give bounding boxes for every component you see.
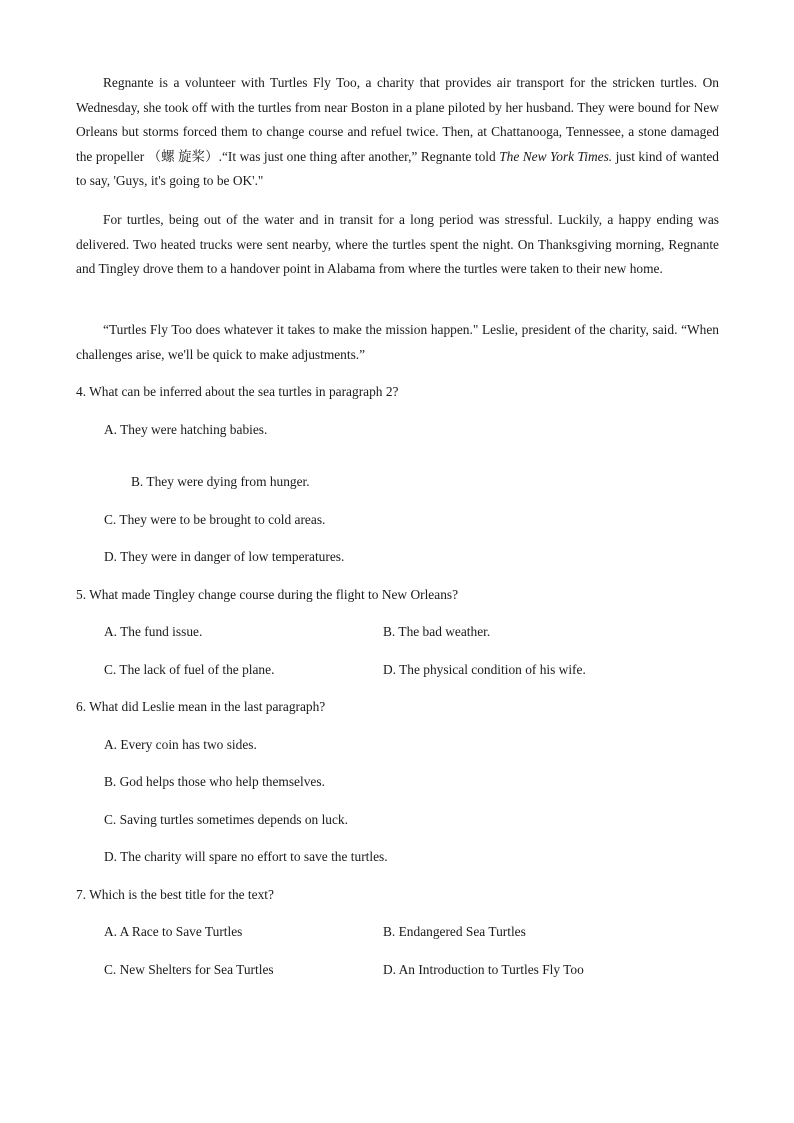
question-6-option-a[interactable]: A. Every coin has two sides. (104, 737, 257, 752)
passage-paragraph-1 (76, 71, 719, 194)
question-5-option-b[interactable]: B. The bad weather. (383, 624, 491, 639)
question-4-option-b[interactable]: B. They were dying from hunger. (131, 474, 310, 489)
paragraph-1-quote: just kind of wanted to say, 'Guys, it's going to be OK'." (76, 148, 719, 188)
question-4-stem: 4. What can be inferred about the sea turtles in paragraph 2? (76, 384, 399, 399)
question-5-stem: 5. What made Tingley change course during the flight to New Orleans? (76, 587, 459, 602)
question-4-option-c[interactable]: C. They were to be brought to cold areas. (104, 512, 326, 527)
question-5-option-d[interactable]: D. The physical condition of his wife. (383, 662, 586, 677)
passage-paragraph-2: For turtles, being out of the water and in transit for a long period was stressful. Luckily, a happy ending was delivered. Two heated trucks were sent nearby, where the turtles spent the night. On Thanksgiving morning, Regnante and Tingley drove them to a handover point in Alabama from where the turtles were taken to their new home. (76, 212, 719, 276)
question-7-option-c[interactable]: C. New Shelters for Sea Turtles (104, 962, 274, 977)
question-7-option-b[interactable]: B. Endangered Sea Turtles (383, 924, 526, 939)
question-7-option-d[interactable]: D. An Introduction to Turtles Fly Too (383, 962, 584, 977)
question-6-option-d[interactable]: D. The charity will spare no effort to save the turtles. (104, 849, 388, 864)
passage-paragraph-3: “Turtles Fly Too does whatever it takes to make the mission happen." Leslie, president of the charity, said. “When challenges arise, we'll be quick to make adjustments.” (76, 322, 719, 362)
question-6-option-b[interactable]: B. God helps those who help themselves. (104, 774, 325, 789)
question-6-option-c[interactable]: C. Saving turtles sometimes depends on luck. (104, 812, 348, 827)
question-7-stem: 7. Which is the best title for the text? (76, 887, 274, 902)
newspaper-title: The New York Times. (499, 148, 613, 164)
question-4-option-a[interactable]: A. They were hatching babies. (104, 422, 268, 437)
question-5-option-c[interactable]: C. The lack of fuel of the plane. (104, 662, 275, 677)
paragraph-1-text: Regnante is a volunteer with Turtles Fly Too, a charity that provides air transport for the stricken turtles. On Wednesday, she took off with the turtles from near Boston in a plane piloted by her husband. They were bound for New Orleans but storms forced them to change course and refuel twice. Then, at Chattanooga, Tennessee, a stone damaged the propeller （螺 旋桨）.“It was just one thing after another,” Regnante told (76, 75, 719, 164)
question-6-stem: 6. What did Leslie mean in the last paragraph? (76, 699, 326, 714)
question-4-option-d[interactable]: D. They were in danger of low temperatures. (104, 549, 345, 564)
question-7-option-a[interactable]: A. A Race to Save Turtles (104, 924, 243, 939)
question-5-option-a[interactable]: A. The fund issue. (104, 624, 203, 639)
